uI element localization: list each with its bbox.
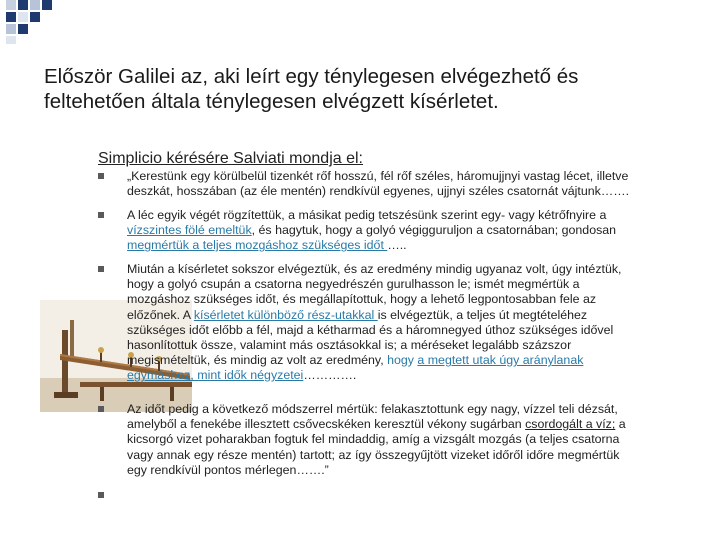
item2-line2-rest: , és hagytuk, hogy a golyó végigguruljon a csatornában; gondosan: [251, 223, 617, 238]
item3-line8-rest: ………….: [303, 368, 357, 383]
item1-line2: deszkát, hosszában (az éle mentén) rendkívül egyenes, ujjnyi széles csatornát vájtunk…….: [127, 184, 630, 199]
title-line-1: Először Galilei az, aki leírt egy ténylegesen elvégezhető és: [44, 65, 579, 88]
item3-line3: mozgáshoz szükséges időt, és megállapítottuk, hogy a lehető legpontosabban fele az: [127, 292, 597, 307]
item4-line1: Az időt pedig a következő módszerrel mértük: felakasztottunk egy nagy, vízzel teli dézsát,: [127, 402, 618, 416]
item3-line4-a: előzőnek. A: [127, 307, 194, 322]
bullet-icon: [98, 406, 104, 412]
link-vizszintes[interactable]: vízszintes fölé emeltük: [127, 223, 252, 238]
item3-line5: szükséges időt előbb a fél, majd a kétharmad és a háromnegyed úthoz szükséges idővel: [127, 322, 614, 337]
bullet-icon: [98, 492, 104, 498]
item3-line7-a: megismételtük, és mindig az volt az eredmény,: [127, 353, 388, 368]
slide-title: [44, 64, 694, 114]
title-line-2: feltehetően általa ténylegesen elvégzett kísérletet.: [44, 90, 499, 113]
item3-line7-blue: hogy: [387, 353, 418, 368]
bullet-icon: [98, 266, 104, 272]
item2-line3-rest: …..: [387, 238, 407, 253]
item2-line1: A léc egyik végét rögzítettük, a másikat pedig tetszésünk szerint egy- vagy kétrőfnyire a: [127, 208, 607, 222]
item1-line1: „Kerestünk egy körülbelül tizenkét rőf hosszú, fél rőf széles, háromujjnyi vastag lécet, illetve: [127, 169, 629, 183]
item4-line4: vagy annak egy része mentén) tartott; az így összegyűjtött vizeket időről időre megmértük: [127, 447, 620, 462]
intro-line: Simplicio kérésére Salviati mondja el:: [98, 150, 363, 167]
item4-line3: kicsorgó vizet poharakban fogtuk fel mindaddig, amíg a vizsgált mozgás (a teljes csatorna: [127, 432, 620, 447]
link-megtett-utak[interactable]: a megtett utak úgy aránylanak: [417, 353, 584, 368]
link-idok-negyzetei[interactable]: egymáshoz, mint idők négyzetei: [127, 368, 304, 383]
item3-line4-b: is elvégeztük, a teljes út megtételéhez: [377, 307, 588, 322]
link-kiserletet[interactable]: kísérletet különböző rész-utakkal: [193, 307, 378, 322]
bullet-icon: [98, 173, 104, 179]
bullet-icon: [98, 212, 104, 218]
item4-line5: egy rendkívül pontos mérlegen…….”: [127, 462, 329, 477]
item3-line2: hogy a golyó csupán a csatorna negyedrészén gurulhasson le; ismét megmértük a: [127, 277, 580, 292]
item3-line1: Miután a kísérletet sokszor elvégeztük, és az eredmény mindig ugyanaz volt, úgy intéztük,: [127, 262, 622, 276]
item4-line2-a: amelyből a fenekébe illesztett csővecskéken keresztül vékony sugárban: [127, 417, 526, 432]
link-megmertuk[interactable]: megmértük a teljes mozgáshoz szükséges időt: [127, 238, 388, 253]
item4-line2-b: a: [615, 417, 626, 432]
corner-decoration: [0, 0, 60, 44]
item3-line6: hasonlítottuk össze, valamint más osztásokkal is; a méréseket legalább százszor: [127, 338, 572, 353]
item4-line2-underlined: csordogált a víz;: [525, 417, 616, 432]
